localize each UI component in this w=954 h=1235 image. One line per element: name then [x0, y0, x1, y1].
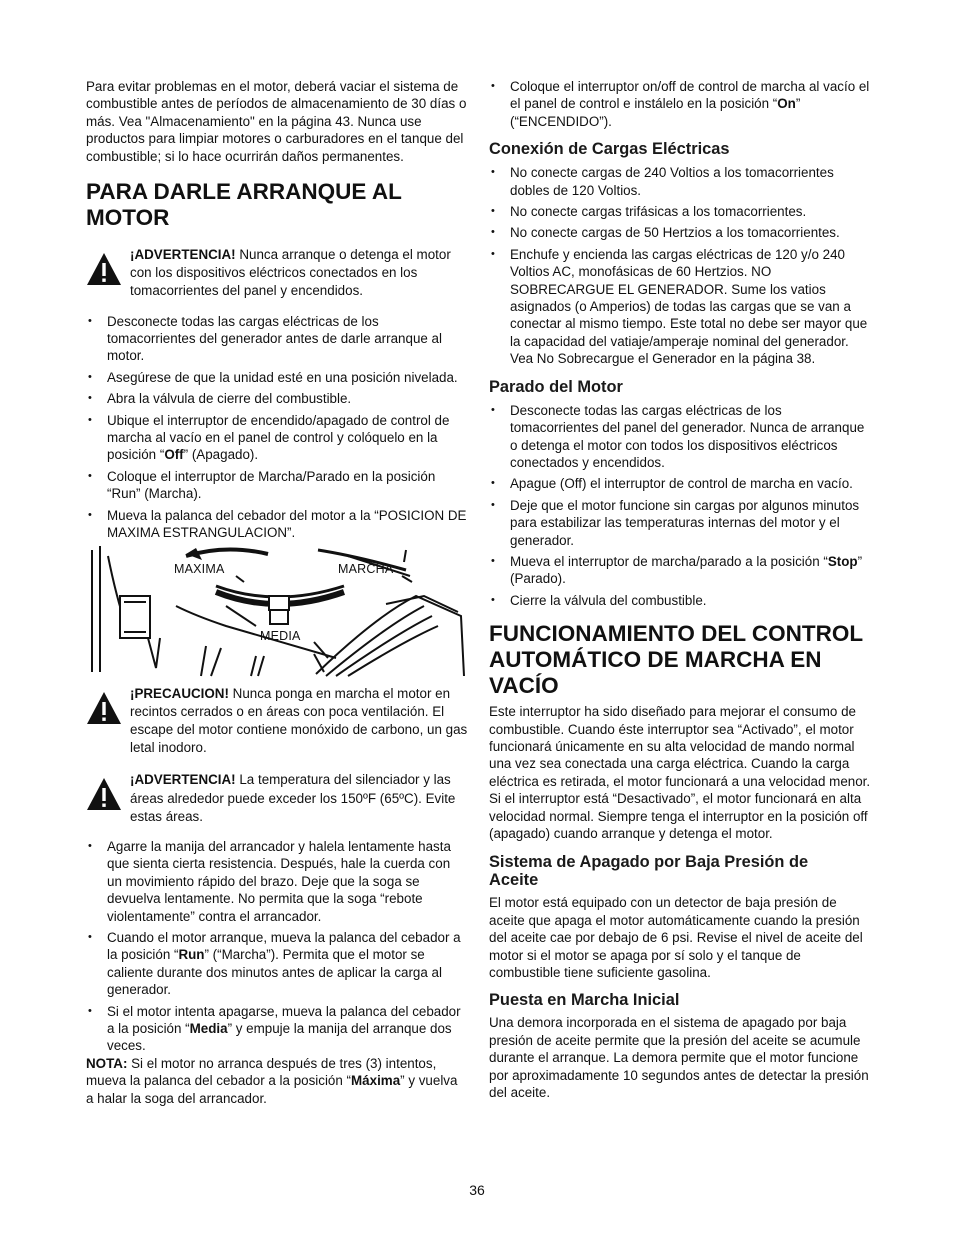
list-item: • Abra la válvula de cierre del combustible.: [88, 391, 352, 407]
list-item: • Asegúrese de que la unidad esté en una posición nivelada.: [88, 369, 458, 385]
warning-triangle-icon: [86, 252, 122, 286]
on-switch-list: [489, 78, 873, 130]
page-number: 36: [469, 1182, 485, 1198]
right-column: [489, 78, 873, 1101]
pull-start-list: [86, 838, 468, 1055]
list-item: • Coloque el interruptor de Marcha/Parado en la posición “Run” (Marcha).: [88, 468, 436, 502]
list-item: • No conecte cargas de 50 Hertzios a los tomacorrientes.: [491, 225, 840, 241]
list-item: • Cuando el motor arranque, mueva la palanca del cebador a la posición “Run” (“Marcha”). Permita que el motor se caliente durante dos minutos antes de aplicar la carga al generador.: [88, 929, 461, 998]
warning-triangle-icon: [86, 691, 122, 725]
list-item: • No conecte cargas de 240 Voltios a los tomacorrientes dobles de 120 Voltios.: [491, 165, 834, 198]
section-heading-arranque: PARA DARLE ARRANQUE AL MOTOR: [86, 179, 402, 231]
list-item: • Deje que el motor funcione sin cargas por algunos minutos para estabilizar las temperaturas internas del motor y el generador.: [491, 497, 860, 548]
list-item: • Mueva la palanca del cebador del motor a la “POSICION DE MAXIMA ESTRANGULACION”.: [88, 507, 467, 541]
intro-paragraph: Para evitar problemas en el motor, deberá vaciar el sistema de combustible antes de períodos de almacenamiento de 30 días o más. Vea "Almacenamiento" en la página 43. Nunca use productos para limpiar motores o carburadores en el tanque del combustible; si lo hace ocurrirán daños permanentes.: [86, 79, 467, 164]
left-column: [86, 78, 468, 1107]
section-heading-funcionamiento: FUNCIONAMIENTO DEL CONTROL AUTOMÁTICO DE MARCHA EN VACÍO: [489, 621, 864, 699]
warning-text: La temperatura del silenciador y las áreas alrededor puede exceder los 150ºF (65ºC). Evite estas áreas.: [130, 772, 456, 824]
list-item: • No conecte cargas trifásicas a los tomacorrientes.: [491, 204, 807, 220]
list-item: • Desconecte todas las cargas eléctricas de los tomacorrientes del generador antes de darle arranque al motor.: [88, 313, 442, 364]
funcionamiento-paragraph: Este interruptor ha sido diseñado para mejorar el consumo de combustible. Cuando éste interruptor sea “Activado”, el motor funcionará únicamente en su alta velocidad de mando normal una vez sea conectada una carga eléctrica. Cuando la carga eléctrica es retirada, el motor funcionará a una velocidad menor. Si el interruptor está “Desactivado”, el motor funcionará en alta velocidad normal. Siempre tenga el interruptor en la posición off (apagado) cuando arranque y detenga el motor.: [489, 704, 871, 841]
conexion-list: [489, 164, 873, 367]
warning-block-1: [86, 246, 468, 301]
caution-text: Nunca ponga en marcha el motor en recintos cerrados o en áreas con poca ventilación. El escape del motor contiene monóxido de carbono, un gas letal inodoro.: [130, 685, 468, 756]
heading-parado: Parado del Motor: [489, 377, 623, 396]
caution-block: [86, 685, 468, 758]
list-item: • Mueva el interruptor de marcha/parado a la posición “Stop” (Parado).: [491, 553, 863, 587]
caution-label: ¡PRECAUCION!: [130, 685, 229, 701]
parado-list: [489, 402, 873, 609]
sistema-paragraph: El motor está equipado con un detector de baja presión de aceite que apaga el motor automáticamente cuando la presión del aceite cae por debajo de 6 psi. Revise el nivel de aceite del motor si el motor se apaga por sí solo y el tanque de combustible tiene suficiente gasolina.: [489, 895, 863, 981]
note-paragraph: NOTA: Si el motor no arranca después de tres (3) intentos, mueva la palanca del cebador a la posición “Máxima” y vuelva a halar la soga del arrancador.: [86, 1055, 458, 1106]
heading-puesta: Puesta en Marcha Inicial: [489, 991, 680, 1010]
list-item: • Desconecte todas las cargas eléctricas de los tomacorrientes del panel del generador. Nunca de arranque o detenga el motor con todos los dispositivos eléctricos conectados y encendidos.: [491, 402, 865, 470]
list-item: • Si el motor intenta apagarse, mueva la palanca del cebador a la posición “Media” y empuje la manija del arranque dos veces.: [88, 1003, 461, 1054]
figure-label-marcha: MARCHA: [338, 561, 394, 576]
figure-label-media: MEDIA: [260, 628, 301, 643]
warning-triangle-icon: [86, 777, 122, 811]
figure-label-maxima: MAXIMA: [174, 561, 225, 576]
choke-lever-figure: [86, 546, 468, 681]
list-item: • Enchufe y encienda las cargas eléctricas de 120 y/o 240 Voltios AC, monofásicas de 60 Hertzios. NO SOBRECARGUE EL GENERADOR. Sume los vatios asignados (o Amperios) de todas las cargas que se van a conectar al mismo tiempo. Este total no debe ser mayor que la capacidad del vatiaje/amperaje nominal del generador. Vea No Sobrecargue el Generador en la página 38.: [491, 246, 868, 367]
puesta-paragraph: Una demora incorporada en el sistema de apagado por baja presión de aceite permite que la presión del aceite se acumule durante el arranque. La demora permite que el motor funcione por aproximadamente 10 segundos antes de detectar la presión del aceite.: [489, 1015, 869, 1101]
warning-block-2: [86, 771, 468, 826]
warning-label: ¡ADVERTENCIA!: [130, 247, 236, 263]
warning-label: ¡ADVERTENCIA!: [130, 772, 236, 788]
choke-illustration: [86, 546, 468, 681]
list-item: • Agarre la manija del arrancador y halela lentamente hasta que sienta cierta resistencia. Después, hale la cuerda con un movimiento rápido del brazo. Deje que la soga se devuelva lentamente. No permita que la soga “rebote violentamente” contra el arrancador.: [88, 838, 451, 924]
list-item: • Ubique el interruptor de encendido/apagado de control de marcha al vacío en el panel de control y colóquelo en la posición “Off” (Apagado).: [88, 412, 450, 463]
start-steps-list: [86, 313, 468, 542]
heading-sistema: Sistema de Apagado por Baja Presión de Aceite: [489, 853, 809, 890]
list-item: • Cierre la válvula del combustible.: [491, 592, 707, 608]
heading-conexion: Conexión de Cargas Eléctricas: [489, 140, 730, 159]
warning-text: Nunca arranque o detenga el motor con los dispositivos eléctricos conectados en los tomacorrientes del panel y encendidos.: [130, 247, 451, 299]
list-item: • Apague (Off) el interruptor de control de marcha en vacío.: [491, 476, 853, 492]
list-item: • Coloque el interruptor on/off de control de marcha al vacío el el panel de control e instálelo en la posición “On” (“ENCENDIDO”).: [491, 79, 870, 129]
